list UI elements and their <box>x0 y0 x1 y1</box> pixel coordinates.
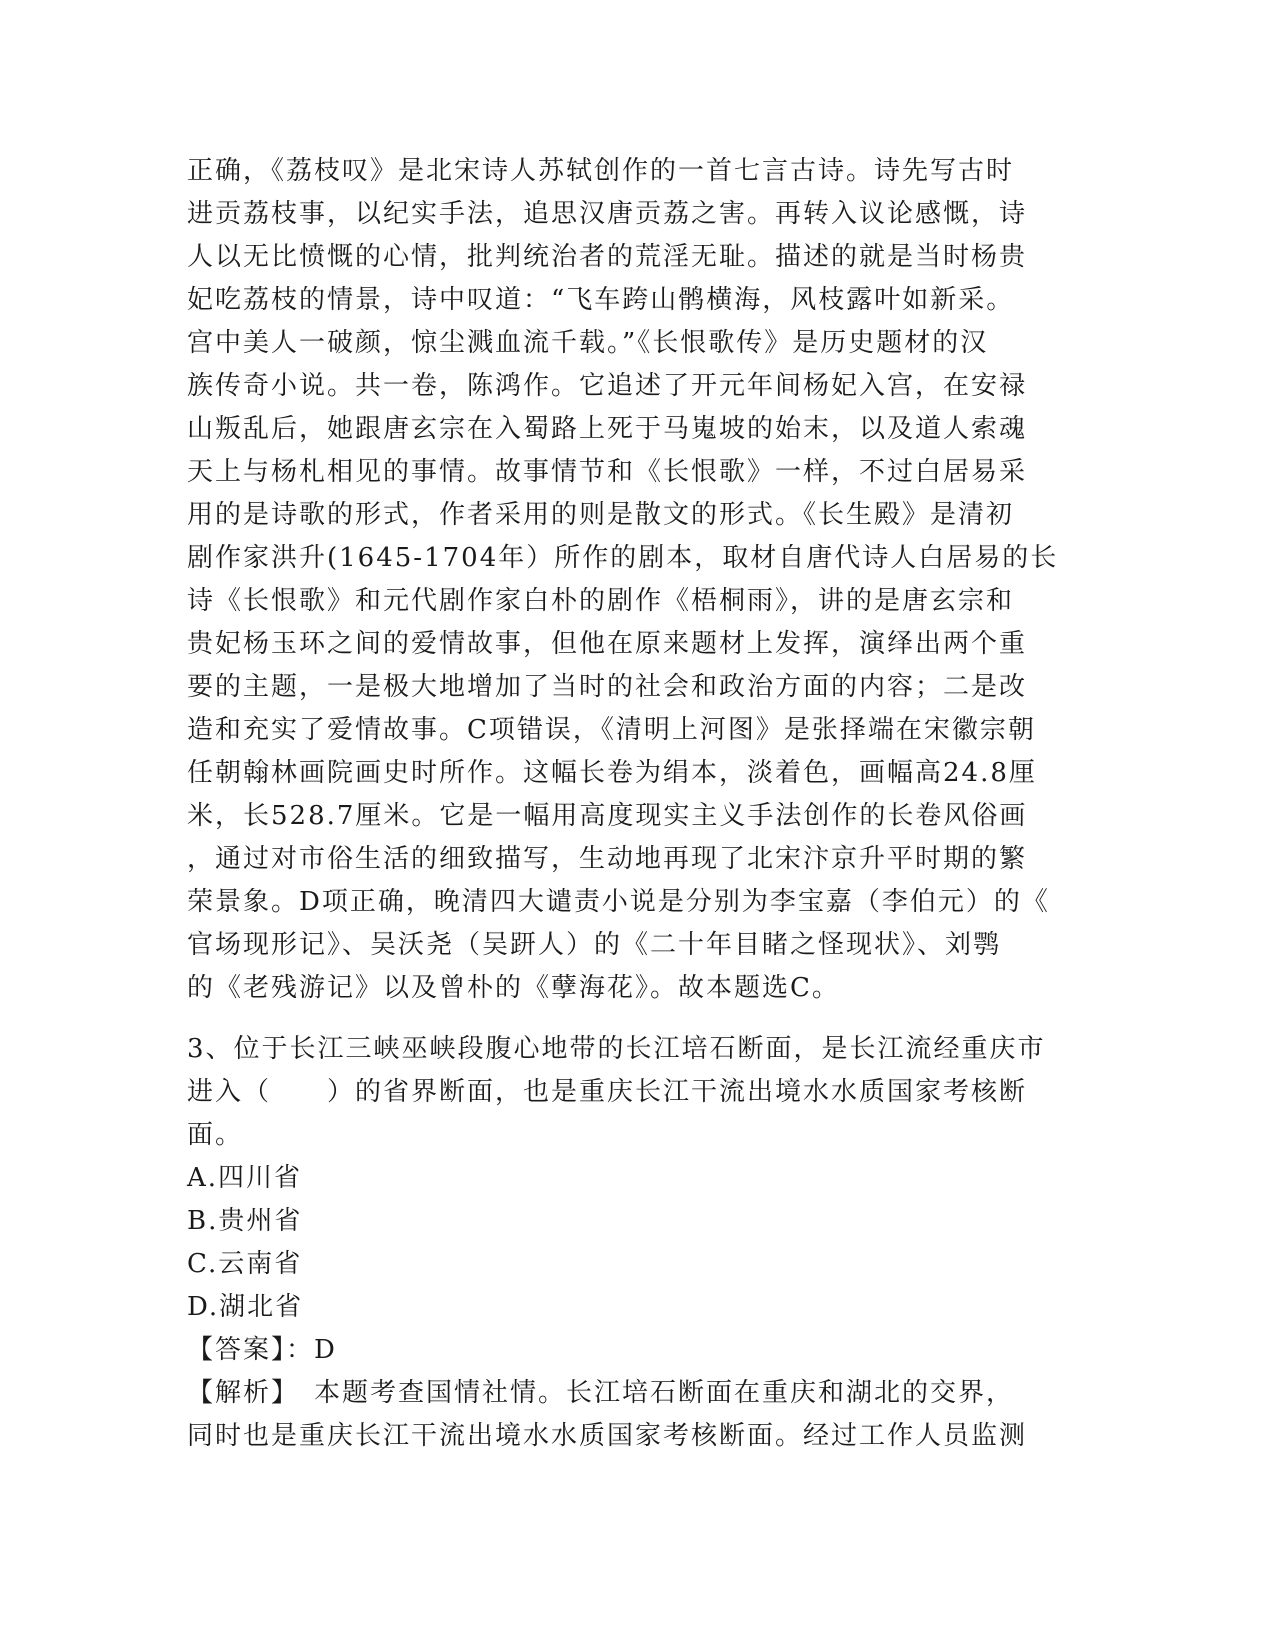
question-3 <box>187 1028 1087 1458</box>
analysis <box>187 1372 1087 1458</box>
question-stem-line: 3、位于长江三峡巫峡段腹心地带的长江培石断面，是长江流经重庆市 <box>187 1034 1046 1064</box>
text-line: 进贡荔枝事，以纪实手法，追思汉唐贡荔之害。再转入议论感慨，诗 <box>187 199 1028 229</box>
text-line: 的《老残游记》以及曾朴的《孽海花》。故本题选C。 <box>187 973 840 1003</box>
previous-question-explanation <box>187 150 1087 1010</box>
text-line: ，通过对市俗生活的细致描写，生动地再现了北宋汴京升平时期的繁 <box>187 844 1028 874</box>
analysis-line: 【解析】 本题考查国情社情。长江培石断面在重庆和湖北的交界， <box>187 1378 1015 1408</box>
option-d: D.湖北省 <box>187 1292 304 1322</box>
text-line: 正确，《荔枝叹》是北宋诗人苏轼创作的一首七言古诗。诗先写古时 <box>187 156 1015 186</box>
text-line: 荣景象。D项正确，晚清四大谴责小说是分别为李宝嘉（李伯元）的《 <box>187 887 1050 917</box>
text-line: 用的是诗歌的形式，作者采用的则是散文的形式。《长生殿》是清初 <box>187 500 1015 530</box>
analysis-line: 同时也是重庆长江干流出境水水质国家考核断面。经过工作人员监测 <box>187 1421 1028 1451</box>
text-line: 诗《长恨歌》和元代剧作家白朴的剧作《梧桐雨》，讲的是唐玄宗和 <box>187 586 1015 616</box>
answer-options <box>187 1157 1087 1329</box>
text-line: 人以无比愤慨的心情，批判统治者的荒淫无耻。描述的就是当时杨贵 <box>187 242 1028 272</box>
text-line: 山叛乱后，她跟唐玄宗在入蜀路上死于马嵬坡的始末，以及道人索魂 <box>187 414 1028 444</box>
question-stem-line: 进入（ ）的省界断面，也是重庆长江干流出境水水质国家考核断 <box>187 1077 1028 1107</box>
text-line: 宫中美人一破颜，惊尘溅血流千载。”《长恨歌传》是历史题材的汉 <box>187 328 989 358</box>
question-stem-line: 面。 <box>187 1120 244 1150</box>
text-line: 米，长528.7厘米。它是一幅用高度现实主义手法创作的长卷风俗画 <box>187 801 1028 831</box>
option-a: A.四川省 <box>187 1163 303 1193</box>
text-line: 族传奇小说。共一卷，陈鸿作。它追述了开元年间杨妃入宫，在安禄 <box>187 371 1028 401</box>
text-line: 要的主题，一是极大地增加了当时的社会和政治方面的内容；二是改 <box>187 672 1028 702</box>
text-line: 贵妃杨玉环之间的爱情故事，但他在原来题材上发挥，演绎出两个重 <box>187 629 1028 659</box>
option-c: C.云南省 <box>187 1249 303 1279</box>
text-line: 任朝翰林画院画史时所作。这幅长卷为绢本，淡着色，画幅高24.8厘 <box>187 758 1037 788</box>
answer-line: 【答案】：D <box>187 1335 337 1365</box>
text-line: 天上与杨札相见的事情。故事情节和《长恨歌》一样，不过白居易采 <box>187 457 1028 487</box>
option-b: B.贵州省 <box>187 1206 303 1236</box>
text-line: 官场现形记》、吴沃尧（吴趼人）的《二十年目睹之怪现状》、刘鹗 <box>187 930 1002 960</box>
text-line: 造和充实了爱情故事。C项错误，《清明上河图》是张择端在宋徽宗朝 <box>187 715 1036 745</box>
question-stem <box>187 1028 1087 1157</box>
text-line: 妃吃荔枝的情景，诗中叹道：“飞车跨山鹘横海，风枝露叶如新采。 <box>187 285 1015 315</box>
text-line: 剧作家洪升(1645-1704年）所作的剧本，取材自唐代诗人白居易的长 <box>187 543 1059 573</box>
